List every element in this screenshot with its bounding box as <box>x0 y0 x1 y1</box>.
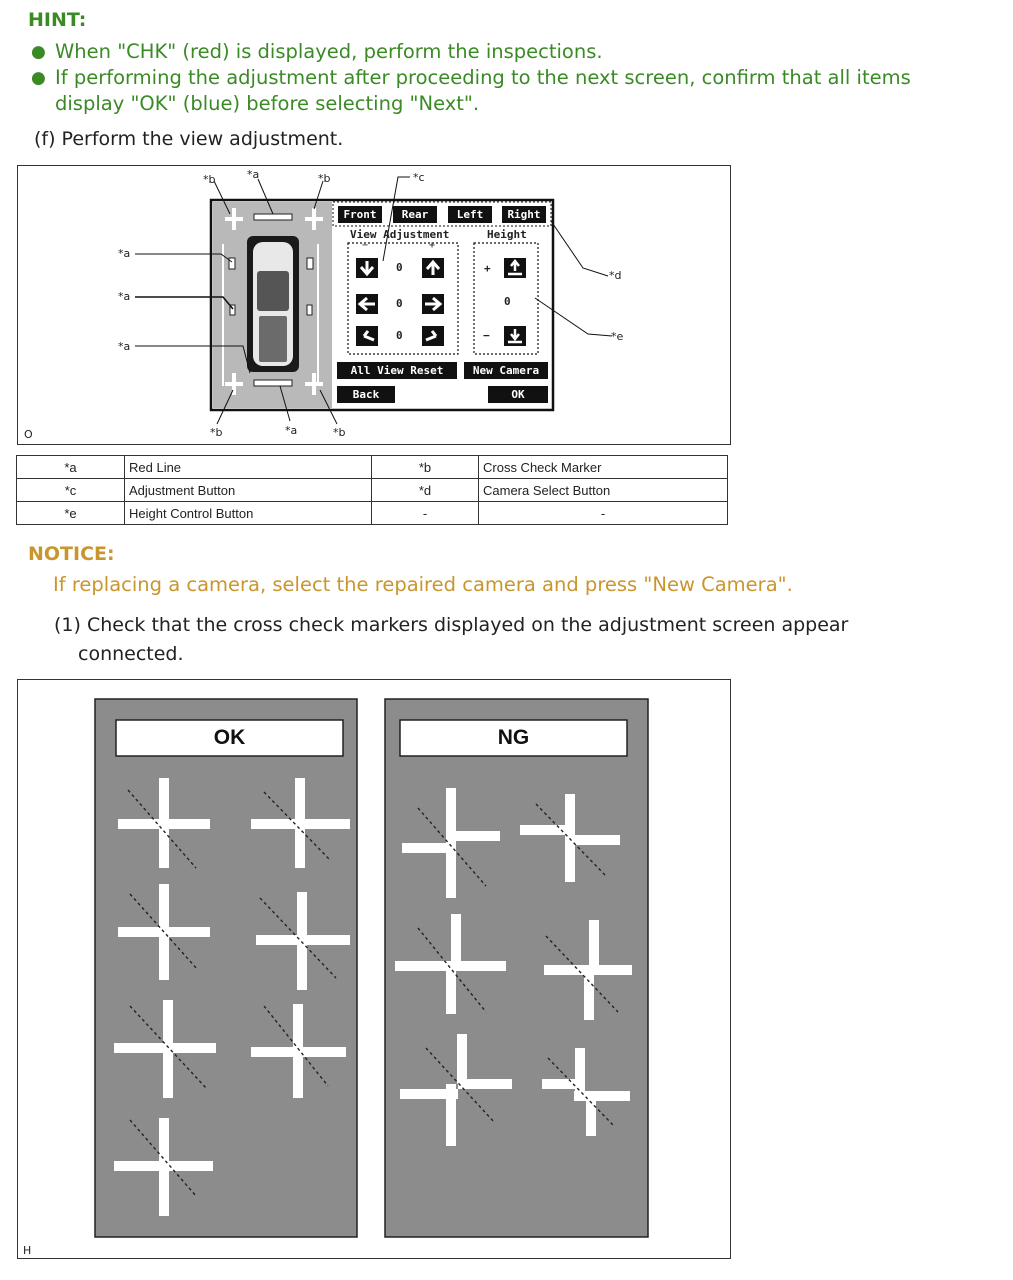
back-button: Back <box>337 386 395 403</box>
car-bed <box>259 316 287 362</box>
camera-left-button: Left <box>448 206 492 223</box>
hint-item-2 <box>31 65 911 91</box>
callout-e: *e <box>611 330 624 343</box>
camera-front-button: Front <box>338 206 382 223</box>
callout-b-top-left: *b <box>203 173 216 186</box>
legend-key: *d <box>372 479 479 502</box>
height-value: 0 <box>504 295 511 308</box>
leader-d <box>551 221 608 276</box>
callout-a-left-1: *a <box>118 247 131 260</box>
legend-table <box>16 455 728 525</box>
hint-item-text: When "CHK" (red) is displayed, perform the inspections. <box>55 40 603 63</box>
red-line-bottom <box>254 380 292 386</box>
step-1-line-1: (1) Check that the cross check markers displayed on the adjustment screen appear <box>54 614 849 636</box>
callout-d: *d <box>609 269 622 282</box>
hint-item-1 <box>31 39 603 65</box>
legend-key: *a <box>17 456 125 479</box>
plus-sign: + <box>429 240 436 251</box>
legend-value: - <box>479 502 728 525</box>
red-line-left-1 <box>229 258 235 269</box>
cross-marker-svg <box>18 680 729 1257</box>
all-view-reset-button: All View Reset <box>337 362 457 379</box>
callout-a-left-2: *a <box>118 290 131 303</box>
hint-item-text: If performing the adjustment after proceeding to the next screen, confirm that all items <box>55 66 911 89</box>
bullet-icon: ● <box>31 42 46 62</box>
height-minus-sign: − <box>483 329 490 342</box>
new-camera-button: New Camera <box>464 362 548 379</box>
legend-key: *c <box>17 479 125 502</box>
legend-key: *e <box>17 502 125 525</box>
callout-c: *c <box>413 171 425 184</box>
diagram-corner-label: O <box>24 428 33 441</box>
bullet-icon: ● <box>31 68 46 88</box>
legend-key: - <box>372 502 479 525</box>
adjust-value-2: 0 <box>396 297 403 310</box>
legend-value: Adjustment Button <box>125 479 372 502</box>
diagram-corner-label: H <box>23 1244 32 1257</box>
hint-title: HINT: <box>28 9 87 31</box>
table-row <box>17 456 728 479</box>
adjust-value-3: 0 <box>396 329 403 342</box>
callout-a-left-3: *a <box>118 340 131 353</box>
view-adjustment-label: View Adjustment <box>350 228 450 241</box>
red-line-right-2 <box>307 305 312 315</box>
height-label: Height <box>487 228 527 241</box>
step-1-line-2: connected. <box>78 643 184 665</box>
table-row <box>17 479 728 502</box>
camera-rear-button: Rear <box>393 206 437 223</box>
callout-b-top-right: *b <box>318 172 331 185</box>
notice-title: NOTICE: <box>28 543 115 565</box>
step-f: (f) Perform the view adjustment. <box>34 128 344 150</box>
ok-panel <box>95 699 357 1237</box>
height-plus-sign: + <box>484 262 491 275</box>
legend-value: Height Control Button <box>125 502 372 525</box>
legend-value: Red Line <box>125 456 372 479</box>
callout-a-bottom: *a <box>285 424 298 437</box>
ok-button: OK <box>488 386 548 403</box>
hint-item-2-continued: display "OK" (blue) before selecting "Next". <box>55 92 480 115</box>
ng-label: NG <box>497 726 530 749</box>
red-line-right-1 <box>307 258 313 269</box>
view-adjustment-diagram <box>17 165 731 445</box>
car-cabin <box>257 271 289 311</box>
legend-value: Cross Check Marker <box>479 456 728 479</box>
callout-a-top: *a <box>247 168 260 181</box>
red-line-top <box>254 214 292 220</box>
camera-right-button: Right <box>502 206 546 223</box>
ok-label: OK <box>213 726 246 749</box>
cross-marker-diagram <box>17 679 731 1259</box>
callout-b-bottom-right: *b <box>333 426 346 439</box>
legend-value: Camera Select Button <box>479 479 728 502</box>
adjust-value-1: 0 <box>396 261 403 274</box>
minus-sign: − <box>362 240 369 251</box>
notice-text: If replacing a camera, select the repaired camera and press "New Camera". <box>53 573 793 596</box>
table-row <box>17 502 728 525</box>
legend-key: *b <box>372 456 479 479</box>
callout-b-bottom-left: *b <box>210 426 223 439</box>
